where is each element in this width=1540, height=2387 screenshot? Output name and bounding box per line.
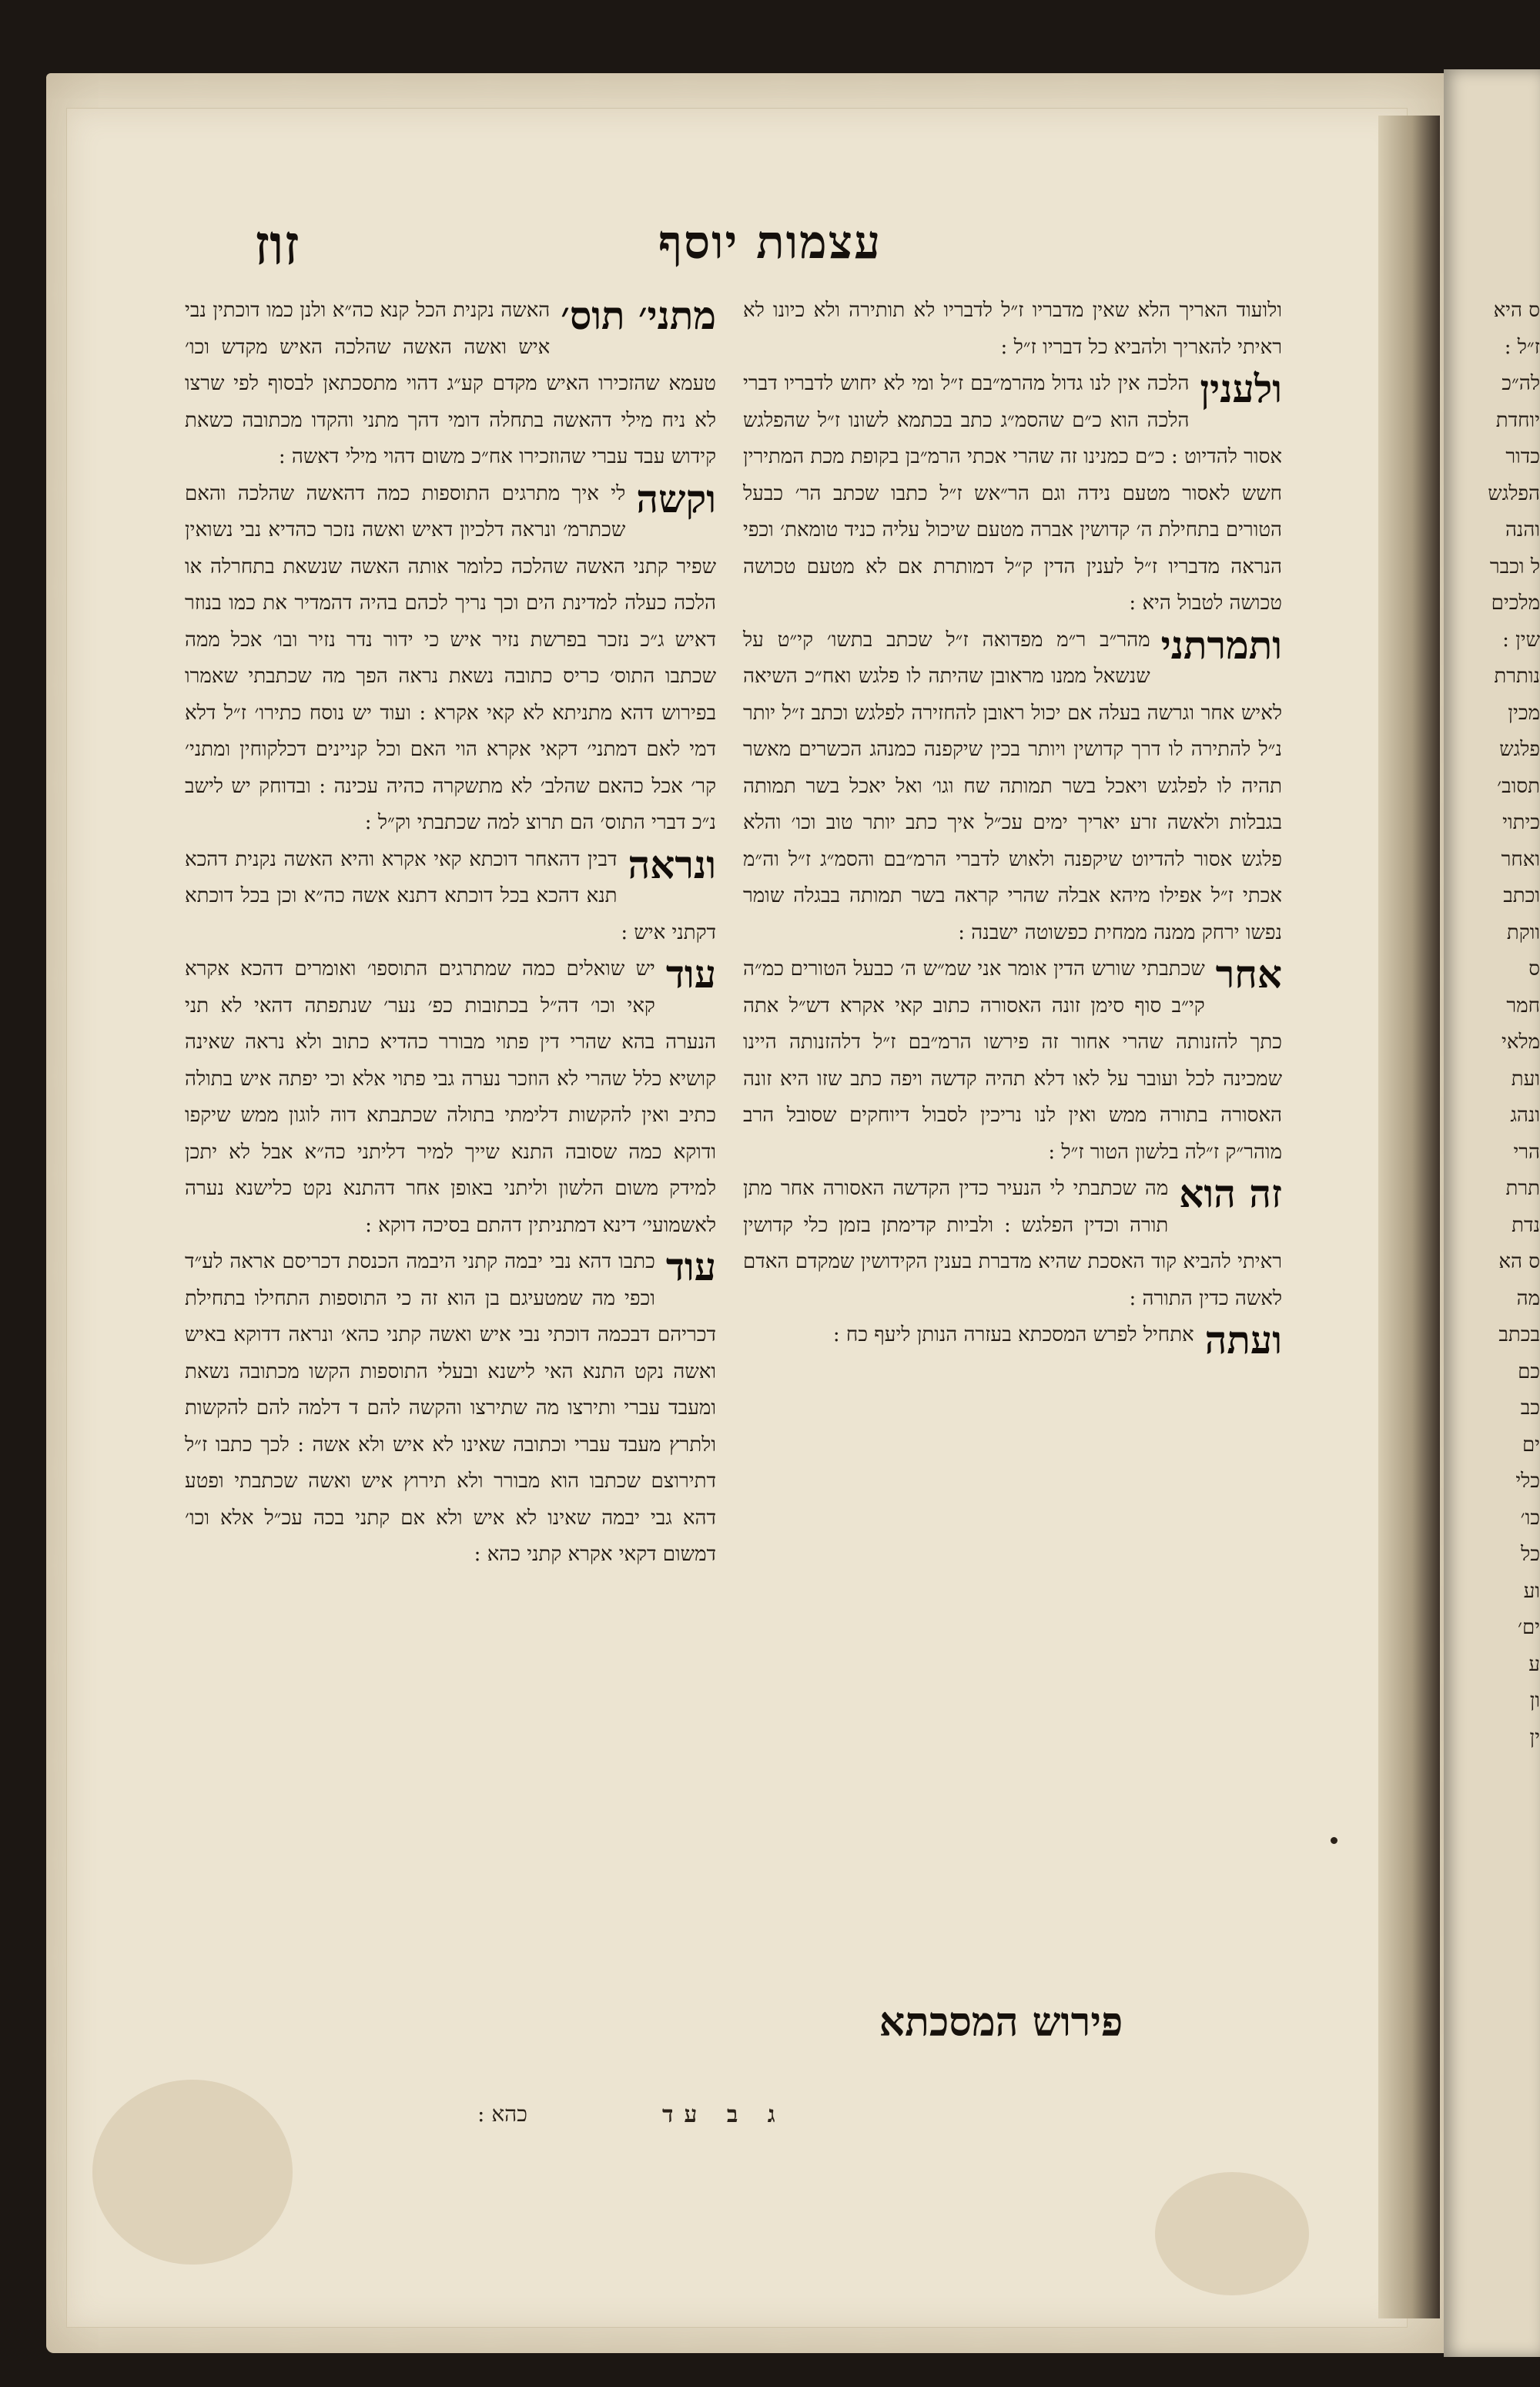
next-page-column <box>1463 293 1540 1756</box>
next-page-fragment: שין : <box>1502 628 1540 652</box>
signature-mark: ג ב עד <box>662 2101 786 2128</box>
next-page-fragment: פלגש <box>1499 738 1540 761</box>
paragraph-text: כתבו דהא נבי יבמה קתני היבמה הכנסת דכריסם אראה לע״ד וכפי מה שמטעיגם בן הוא זה כי התוספות התחילו בתחילת דכריהם דבכמה דוכתי נבי איש ואשה קתני כהא׳ ונראה דדוקא באיש ואשה נקט התנא האי לישנא ובעלי התוספות הקשו מכתובה נשאת ומעבד עברי ותירצו מה שתירצו והקשה להם ד דלמה להם להקשות ולתרץ מעבד עברי וכתובה שאינו לא איש ולא אשה : לכך כתבו ז״ל דתירוצם שכתבו הוא מבורר ולא תירוץ איש ואשה שכתבתי ופטע דהא גבי יבמה שאינו לא איש ולא אם קתני בכה עכ״ל אלא וכו׳ דמשום דקאי אקרא קתני כהא : <box>185 1250 716 1566</box>
next-page-fragment: מלכים <box>1491 592 1540 615</box>
paragraph <box>743 293 1282 366</box>
next-page-fragment: ים <box>1522 1433 1540 1457</box>
paragraph-text: שכתבתי שורש הדין אומר אני שמ״ש ה׳ כבעל הטורים כמ״ה קי״ב סוף סימן זונה האסורה כתוב קאי אקרא דש״ל אתה כתך להזנותה שהרי אחור זה פירשו הרמ״בם ז״ל דלהזנותה היינו שמכינה לכל ועובר על לאו דלא תהיה קדשה ויפה כתב שזו היא זונה האסורה בתורה ממש ואין לנו נריכין לסבול דיוחקים שסובל הרב מוהר״ק ז״לה בלשון הטור ז״ל : <box>743 957 1282 1164</box>
paragraph-text: מהר״ב ר״מ מפדואה ז״ל שכתב בתשו׳ קי״ט על שנשאל ממנו מראובן שהיתה לו פלגש ואח״כ השיאה לאיש אחר וגרשה בעלה אם יכול ראובן להחזירה לפלגש וכתב ז״ל יותר נ״ל להתירה לו דרך קדושין ויותר בכין שיקפנה כמנהג הכשרים מאשר תהיה לו לפלגש ויאכל בשר תמותה שח וגו׳ ואל יאכל בשר תמותה בגבלות ולאשה זרע יאריך ימים עכ״ל איך כתב יותר טוב וכו׳ והלא פלגש אסור להדיוט שיקפנה ולאוש לדברי הרמ״בם והסמ״ג ז״ל וה״מ אכתי ז״ל אפילו מיהא אבלה שהרי קראה בשר תמותה בבגלה שומר נפשו ירחק ממנה ממחית כפשוטה ישבנה : <box>743 628 1283 944</box>
paragraph-text: דבין דהאחר דוכתא קאי אקרא והיא האשה נקנית דהכא תנא דהכא בכל דוכתא דתנא אשה כה״א וכן בכל דוכתא דקתני איש : <box>185 847 716 944</box>
next-page-fragment: ין <box>1529 1725 1540 1749</box>
paragraph <box>185 1244 716 1574</box>
next-page-fragment: כל <box>1521 1543 1540 1566</box>
paragraph-text: האשה נקנית הכל קנא כה״א ולנן כמו דוכתין נבי איש ואשה האשה שהלכה האיש מקדש וכו׳ טעמא שהזכירו האיש מקדם קע״ג דהוי מתסכתאן לבסוף לפי שרצו לא ניח מילי דהאשה בתחלה דומי דהך מתני והקדו מכתובה כשאת קידוש עבד עברי שהוזכירו אח״כ משום דהוי מילי דאשה : <box>185 299 716 468</box>
next-page-fragment: כם <box>1518 1359 1540 1383</box>
next-page-fragment: נדת <box>1512 1213 1540 1237</box>
left-column <box>185 293 716 1574</box>
next-page-fragment: ון <box>1529 1689 1540 1712</box>
paragraph <box>743 1317 1282 1363</box>
lead-word: זה הוא <box>1179 1171 1282 1216</box>
paragraph <box>743 1171 1282 1317</box>
next-page-fragment: ים׳ <box>1517 1616 1540 1639</box>
right-column <box>743 293 1282 1363</box>
paragraph <box>743 622 1282 952</box>
next-page-fragment: ס <box>1528 957 1540 981</box>
next-page-fragment: וכתב <box>1503 884 1540 907</box>
paragraph-text: מה שכתבתי לי הנעיר כדין הקדשה האסורה אחר מתן תורה וכדין הפלגש : ולביות קדימתן בזמן כלי קדושין ראיתי להביא קוד האסכת שהיא מדברת בענין הקידושין שמקדם האדם לאשה כדין התורה : <box>743 1177 1282 1310</box>
ink-dot <box>1331 1837 1337 1844</box>
lead-word: וקשה <box>636 475 716 521</box>
next-page-fragment: תרת <box>1505 1177 1540 1200</box>
next-page-fragment: ל וכבר <box>1489 555 1540 578</box>
next-page-fragment: בכתב <box>1498 1323 1540 1346</box>
next-page-fragment: וע <box>1523 1579 1540 1603</box>
lead-word: ולענין <box>1200 366 1282 411</box>
next-page-fragment: כדור <box>1505 445 1540 468</box>
next-page-fragment: הפלגש <box>1488 481 1540 505</box>
paragraph-text: אתחיל לפרש המסכתא בעזרה הנותן ליעף כח : <box>832 1323 1194 1346</box>
next-page-fragment: תסוב׳ <box>1497 774 1540 798</box>
running-head: עצמות יוסף <box>658 216 882 270</box>
next-page-fragment: מכין <box>1508 701 1540 725</box>
paragraph-text: לי איך מתרגים התוספות כמה דהאשה שהלכה והאם שכתרמ׳ ונראה דלכיון דאיש ואשה נזכר כהדיא נבי נשואין שפיר קתני האשה שהלכה כלומר אותה האשה שנשאת בתחרלה או הלכה כעלה למדינת הים וכך נריך לכהם בהיה דהמדיר את כמו בנוזר דאיש ג״כ נזכר בפרשת נזיר איש כי ידור נדר נזיר ובו׳ אכל ממה שכתבו התוס׳ כריס כתובה נשאת נראה הפך מה שכתבתי שאמרו בפירוש דהא מתניתא לא קאי אקרא : ועוד יש נוסח כתירו׳ ז״ל דלא דמי לאם דמתני׳ דקאי אקרא הוי האם וכל קניינים דכלקוחין ומתני׳ קר׳ אכל כהאם שהלב׳ לא מתשקרה כהיה עכינה : ובדוחק יש לישב נ״כ דברי התוס׳ הם תרוצ למה שכתבתי וק״ל : <box>185 481 716 834</box>
paragraph-text: יש שואלים כמה שמתרגים התוספו׳ ואומרים דהכא אקרא קאי וכו׳ דה״ל בכתובות כפ׳ נער׳ שנתפתה דהאי לא תני הנערה בהא שהרי דין פתוי מבורר כהדיא כתוב ולא נראה שאינה קושיא כלל שהרי לא הוזכר נערה גבי פתוי אלא וכי יפתה איש בתולה כתיב ואין להקשות דלימתי בתולה שכתבתא דוה לוגון ממש שיקפו ודוקא כמה שסובה התנא שייך למיר דליתני כה״א אבל לא יתכן למידק משום הלשון וליתני באופן אחר דהתנא נקט כלישנא נערה לאשמועי׳ דינא דמתניתין דהתם בסיכה דוקא : <box>185 957 716 1237</box>
next-page-fragment: לה״כ <box>1502 372 1540 395</box>
next-page-fragment: נותרת <box>1494 665 1540 688</box>
paragraph-text: הלכה אין לנו גדול מהרמ״בם ז״ל ומי לא יחוש לדבריו דברי הלכה הוא כ״ם שהסמ״ג כתב בכתמא לשונו ז״ל שהפלגש אסור להדיוט : כ״ם כמנינו זה שהרי אכתי הרמ״בן בקופת מכת המתירין חשש לאסור מטעם נידה וגם הר״אש ז״ל כתבו שכתב הר׳ כבעל הטורים בתחילת ה׳ קדושין אברה מטעם שיכול עליה כניד טומאת׳ וכפי הנראה מדבריו ז״ל לענין הדין ק״ל דמותרת אם לא מטעם טכושה טכושה לטבול היא : <box>743 372 1282 615</box>
lead-word: אחר <box>1215 951 1282 997</box>
next-page-fragment: ס היא <box>1493 299 1540 322</box>
next-page-fragment: מה <box>1516 1286 1540 1310</box>
next-page-fragment: והנה <box>1505 518 1540 541</box>
section-title: פירוש המסכתא <box>879 1999 1123 2046</box>
lead-word: ונראה <box>628 841 716 887</box>
next-page-fragment: ואחר <box>1501 847 1540 871</box>
paragraph <box>185 293 716 476</box>
next-page-fragment: כב <box>1520 1396 1540 1420</box>
catchword: כהא : <box>477 2101 527 2127</box>
lead-word: ותמרתני <box>1160 622 1282 668</box>
next-page-fragment: ווקת <box>1506 920 1540 944</box>
next-page-fragment: ונהג <box>1510 1104 1540 1127</box>
next-page-fragment: כו׳ <box>1520 1506 1540 1530</box>
lead-word: עוד <box>665 951 716 997</box>
paragraph-text: ולועוד האריך הלא שאין מדבריו ז״ל לדבריו לא תותירה ולא כיונו לא ראיתי להאריך ולהביא כל דבריו ז״ל : <box>743 299 1282 359</box>
next-page-fragment: ס הא <box>1498 1250 1540 1273</box>
next-page-fragment: ז״ל : <box>1504 335 1540 359</box>
next-page-fragment: כיתוי <box>1502 811 1540 834</box>
paragraph <box>743 951 1282 1171</box>
paragraph <box>185 951 716 1244</box>
next-page-fragment: יוחדת <box>1495 408 1540 432</box>
next-page-fragment: חמר <box>1506 994 1540 1017</box>
lead-word: עוד <box>665 1244 716 1289</box>
lead-word: מתני׳ תוס׳ <box>561 293 716 338</box>
next-page-fragment: מלאי <box>1502 1031 1540 1054</box>
paragraph <box>185 842 716 952</box>
next-page-fragment: ע <box>1528 1652 1540 1676</box>
next-page-fragment: ועת <box>1511 1067 1540 1091</box>
paragraph <box>185 476 716 842</box>
lead-word: ועתה <box>1204 1317 1282 1363</box>
next-page-fragment: כלי <box>1515 1470 1540 1493</box>
paragraph <box>743 366 1282 622</box>
folio-number: זוז <box>254 212 300 277</box>
next-page-fragment: הרי <box>1513 1140 1540 1164</box>
